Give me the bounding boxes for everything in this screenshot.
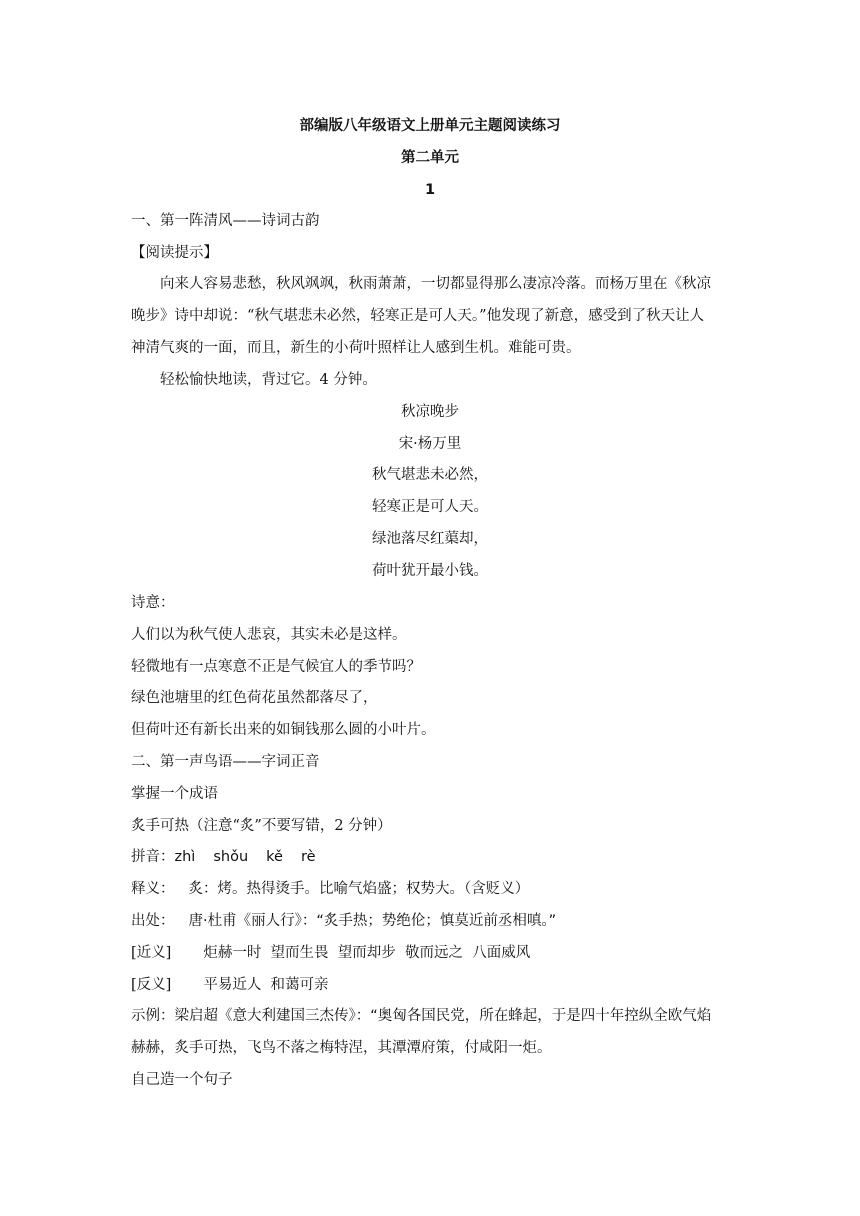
poem-line-3: 绿池落尽红蕖却， [372,531,488,547]
section-number: 1 [424,182,436,198]
tip-paragraph-line-2: 晚步》诗中却说：“秋气堪悲未必然，轻寒正是可人天。”他发现了新意，感受到了秋天让人 [131,308,705,324]
poem-meaning-line-3: 绿色池塘里的红色荷花虽然都落尽了， [131,690,378,706]
unit-title: 第二单元 [401,150,459,166]
meaning-row [131,879,529,899]
source-label: 出处： [131,913,175,929]
poem-line-2: 轻寒正是可人天。 [372,499,488,515]
example-label: 示例： [131,1008,175,1024]
section2-heading: 二、第一声鸟语——字词正音 [131,754,320,770]
idiom-subheading: 掌握一个成语 [131,786,218,802]
poem-meaning-line-4: 但荷叶还有新长出来的如铜钱那么圆的小叶片。 [131,722,436,738]
poem-meaning-line-1: 人们以为秋气使人悲哀，其实未必是这样。 [131,627,407,643]
reading-instruction: 轻松愉快地读，背过它。4 分钟。 [160,372,377,388]
example-row [131,1006,711,1026]
synonym-label: [近义] [131,945,172,961]
source-row [131,911,556,931]
idiom-line: 炙手可热（注意“炙”不要写错，2 分钟） [131,818,392,834]
section1-heading: 一、第一阵清风——诗词古韵 [131,213,320,229]
pinyin-syllable: kě [266,849,283,865]
antonym-label: [反义] [131,977,172,993]
poem-meaning-label: 诗意： [131,595,175,611]
poem-meaning-line-2: 轻微地有一点寒意不正是气候宜人的季节吗？ [131,659,421,675]
pinyin-row [131,847,316,867]
poem-title: 秋凉晚步 [401,404,459,420]
document-title: 部编版八年级语文上册单元主题阅读练习 [299,118,561,134]
antonym-list: 平易近人 和蔼可亲 [203,977,329,993]
poem-line-1: 秋气堪悲未必然， [372,467,488,483]
synonym-list: 炬赫一时 望而生畏 望而却步 敬而远之 八面威风 [203,945,531,961]
poem-author: 宋·杨万里 [398,436,462,452]
synonym-row [131,943,530,963]
example-line-2: 赫赫，炙手可热，飞鸟不落之梅特涅，其潭潭府策，付咸阳一炬。 [131,1040,552,1056]
meaning-text: 炙：烤。热得烫手。比喻气焰盛；权势大。（含贬义） [188,881,530,897]
antonym-row [131,975,329,995]
poem-line-4: 荷叶犹开最小钱。 [372,563,488,579]
reading-tip-label: 【阅读提示】 [131,245,218,261]
tip-paragraph-line-3: 神清气爽的一面，而且，新生的小荷叶照样让人感到生机。难能可贵。 [131,340,581,356]
tip-paragraph-line-1: 向来人容易悲愁，秋风飒飒，秋雨萧萧，一切都显得那么凄凉冷落。而杨万里在《秋凉 [160,276,711,292]
pinyin-label: 拼音： [131,849,175,865]
make-sentence-prompt: 自己造一个句子 [131,1072,233,1088]
source-text: 唐·杜甫《丽人行》：“炙手热；势绝伦；慎莫近前丞相嗔。” [188,913,557,929]
pinyin-syllable: rè [300,849,316,865]
pinyin-syllable: shǒu [213,849,249,865]
meaning-label: 释义： [131,881,175,897]
pinyin-syllable: zhì [174,849,196,865]
example-line-1: 梁启超《意大利建国三杰传》：“奥匈各国民党，所在蜂起，于是四十年控纵全欧气焰 [174,1008,712,1024]
